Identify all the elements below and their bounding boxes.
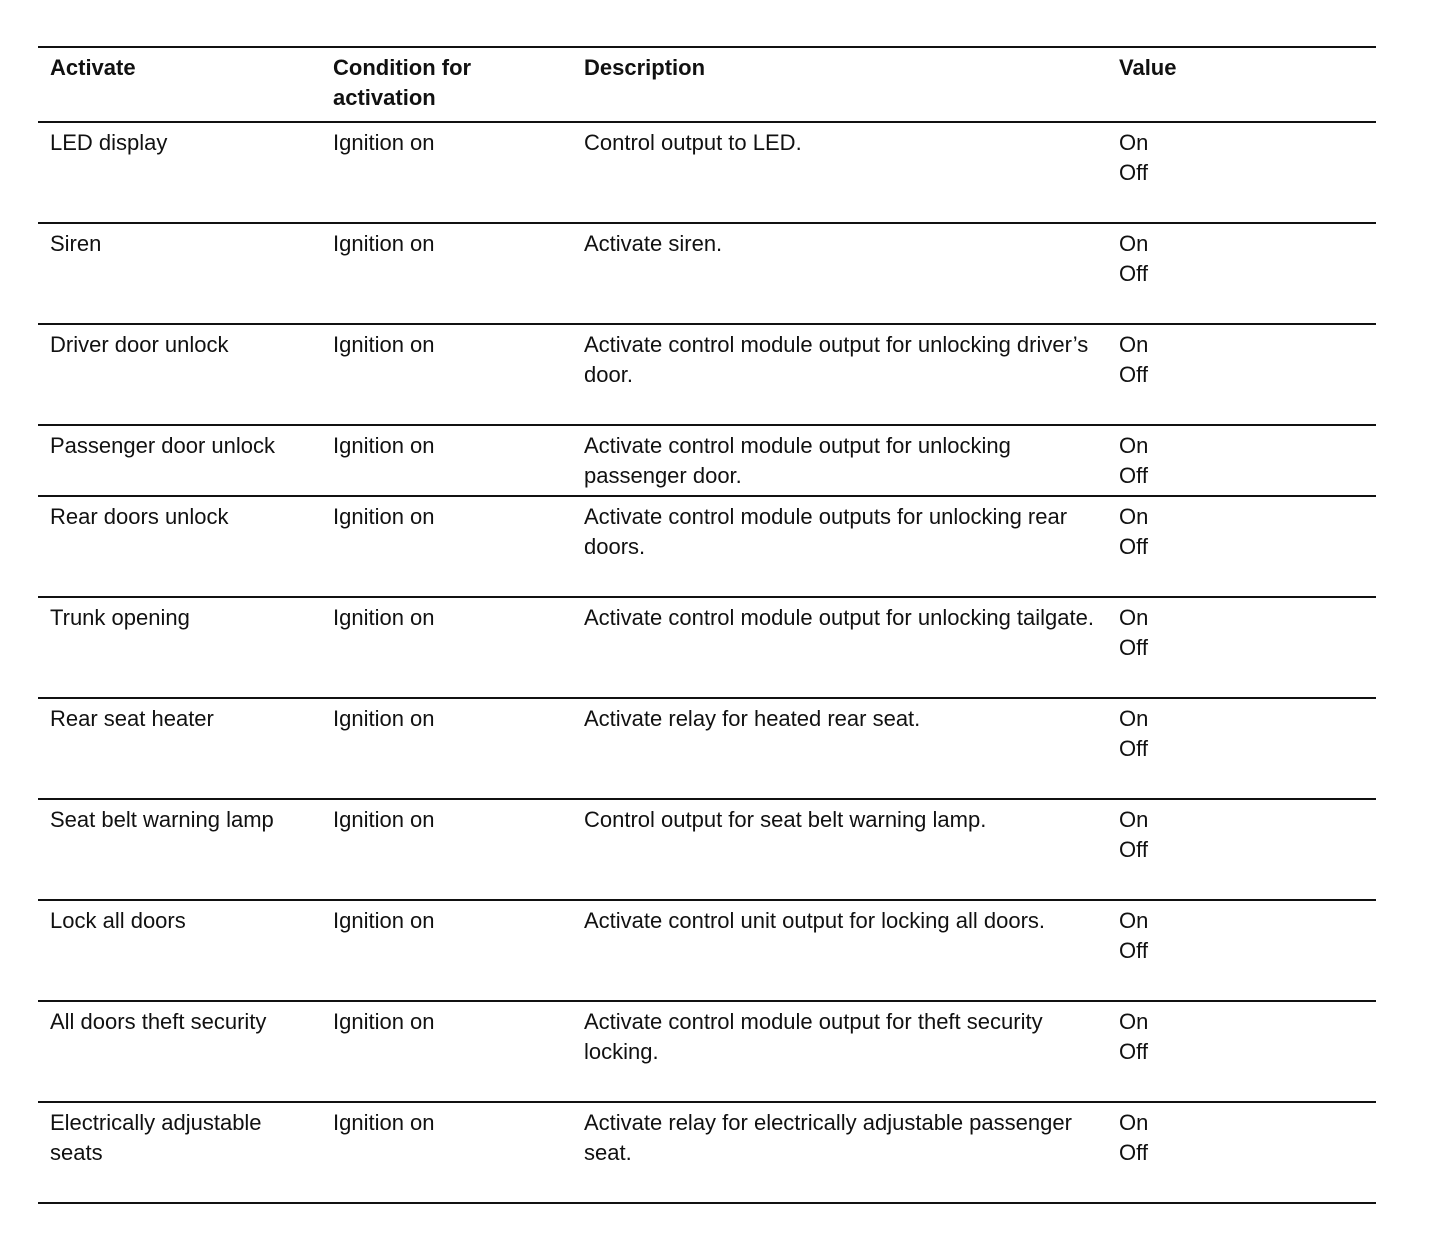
cell-value — [1107, 1102, 1376, 1203]
table-row — [38, 425, 1376, 496]
value-off: Off — [1119, 635, 1148, 660]
cell-activate: Siren — [50, 231, 102, 256]
cell-condition: Ignition on — [333, 504, 435, 529]
cell-condition: Ignition on — [333, 1009, 435, 1034]
table-row — [38, 900, 1376, 1001]
cell-description: Activate control module output for unlocking driver’s door. — [584, 332, 1089, 387]
cell-value — [1107, 496, 1376, 597]
cell-description: Activate control module output for theft security locking. — [584, 1009, 1043, 1064]
table-header-row — [38, 47, 1376, 122]
cell-condition: Ignition on — [333, 706, 435, 731]
activation-table — [38, 46, 1376, 1204]
header-activate: Activate — [50, 55, 136, 80]
value-off: Off — [1119, 837, 1148, 862]
table-row — [38, 496, 1376, 597]
cell-value — [1107, 425, 1376, 496]
value-off: Off — [1119, 1039, 1148, 1064]
cell-activate: Rear seat heater — [50, 706, 214, 731]
table-row — [38, 122, 1376, 223]
table-row — [38, 324, 1376, 425]
cell-condition: Ignition on — [333, 231, 435, 256]
value-off: Off — [1119, 261, 1148, 286]
value-off: Off — [1119, 534, 1148, 559]
cell-activate: LED display — [50, 130, 168, 155]
cell-description: Activate siren. — [584, 231, 723, 256]
value-off: Off — [1119, 463, 1148, 488]
table-row — [38, 799, 1376, 900]
header-condition: Condition for activation — [333, 55, 472, 110]
value-off: Off — [1119, 362, 1148, 387]
cell-activate: Seat belt warning lamp — [50, 807, 274, 832]
cell-value — [1107, 799, 1376, 900]
cell-activate: Electrically adjustable seats — [50, 1110, 262, 1165]
table-row — [38, 223, 1376, 324]
header-description: Description — [584, 55, 706, 80]
cell-condition: Ignition on — [333, 908, 435, 933]
value-on: On — [1119, 1009, 1149, 1034]
value-on: On — [1119, 807, 1149, 832]
value-on: On — [1119, 231, 1149, 256]
cell-condition: Ignition on — [333, 332, 435, 357]
value-off: Off — [1119, 736, 1148, 761]
value-on: On — [1119, 1110, 1149, 1135]
cell-activate: Driver door unlock — [50, 332, 229, 357]
cell-description: Activate control unit output for locking all doors. — [584, 908, 1046, 933]
cell-value — [1107, 1001, 1376, 1102]
cell-activate: Trunk opening — [50, 605, 190, 630]
cell-activate: Lock all doors — [50, 908, 186, 933]
cell-description: Control output to LED. — [584, 130, 802, 155]
value-on: On — [1119, 706, 1149, 731]
cell-description: Activate relay for electrically adjustable passenger seat. — [584, 1110, 1072, 1165]
cell-description: Activate control module output for unlocking passenger door. — [584, 433, 1011, 488]
value-on: On — [1119, 605, 1149, 630]
cell-description: Activate relay for heated rear seat. — [584, 706, 921, 731]
cell-value — [1107, 597, 1376, 698]
cell-condition: Ignition on — [333, 1110, 435, 1135]
cell-description: Activate control module outputs for unlocking rear doors. — [584, 504, 1068, 559]
value-off: Off — [1119, 938, 1148, 963]
table-row — [38, 1102, 1376, 1203]
value-off: Off — [1119, 160, 1148, 185]
cell-activate: Passenger door unlock — [50, 433, 276, 458]
value-on: On — [1119, 504, 1149, 529]
table-row — [38, 1001, 1376, 1102]
cell-condition: Ignition on — [333, 433, 435, 458]
cell-condition: Ignition on — [333, 130, 435, 155]
value-on: On — [1119, 130, 1149, 155]
cell-condition: Ignition on — [333, 605, 435, 630]
header-value: Value — [1119, 55, 1177, 80]
cell-activate: All doors theft security — [50, 1009, 267, 1034]
table-row — [38, 597, 1376, 698]
cell-value — [1107, 122, 1376, 223]
cell-value — [1107, 223, 1376, 324]
table-row — [38, 698, 1376, 799]
cell-description: Control output for seat belt warning lamp. — [584, 807, 987, 832]
cell-value — [1107, 324, 1376, 425]
value-on: On — [1119, 433, 1149, 458]
cell-value — [1107, 698, 1376, 799]
cell-description: Activate control module output for unlocking tailgate. — [584, 605, 1094, 630]
cell-condition: Ignition on — [333, 807, 435, 832]
activation-table-document — [38, 46, 1376, 1204]
cell-activate: Rear doors unlock — [50, 504, 229, 529]
value-on: On — [1119, 332, 1149, 357]
cell-value — [1107, 900, 1376, 1001]
value-on: On — [1119, 908, 1149, 933]
value-off: Off — [1119, 1140, 1148, 1165]
